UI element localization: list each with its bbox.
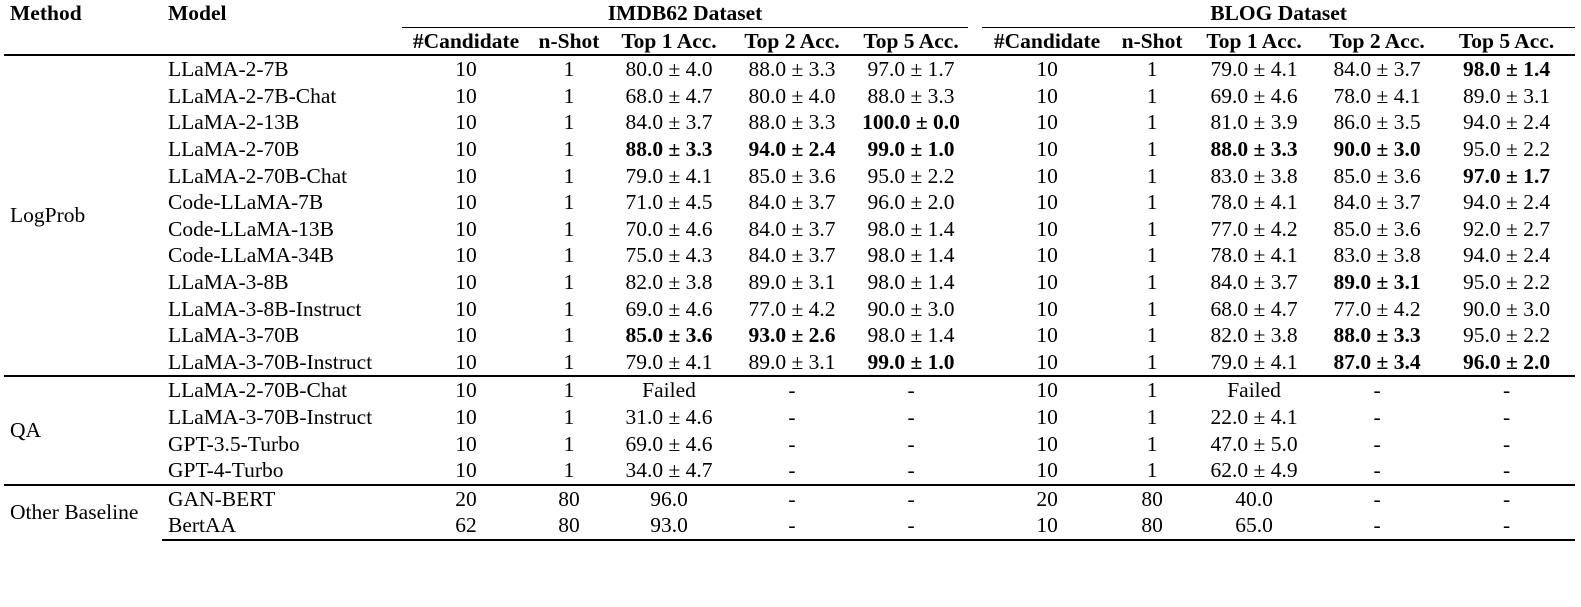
blog-candidate-cell: 10 [1036,216,1058,241]
imdb-top5-cell: 99.0 ± 1.0 [867,349,955,374]
blog-candidate-cell: 10 [982,512,1112,540]
table-row [4,55,1575,83]
imdb-top1-cell: 80.0 ± 4.0 [608,55,730,83]
imdb-top5-cell: 90.0 ± 3.0 [867,296,955,321]
imdb-top1-cell: 69.0 ± 4.6 [625,296,713,321]
imdb-nshot-cell: 1 [563,323,575,348]
imdb-top2-cell: 88.0 ± 3.3 [748,110,836,135]
blog-top2-cell: - [1316,376,1438,404]
imdb-nshot-cell: 1 [563,431,575,456]
blog-top2-cell: - [1316,485,1438,513]
imdb-candidate-cell: 10 [455,216,477,241]
blog-nshot-cell: 1 [1146,243,1158,268]
imdb-nshot-cell: 1 [563,190,575,215]
imdb-top2-cell: 85.0 ± 3.6 [748,163,836,188]
blog-top1-cell: 78.0 ± 4.1 [1210,190,1298,215]
blog-top2-cell: 78.0 ± 4.1 [1333,83,1421,108]
model-cell: GPT-4-Turbo [168,458,284,483]
blog-top5-cell: 94.0 ± 2.4 [1463,243,1551,268]
blog-top2-cell: 86.0 ± 3.5 [1333,110,1421,135]
model-cell: LLaMA-3-70B-Instruct [168,349,373,374]
imdb-nshot-cell: 1 [563,349,575,374]
table-row [4,136,1575,163]
blog-top5-cell: - [1438,512,1575,540]
imdb-top5-cell: - [907,431,915,456]
header-method: Method [10,1,82,25]
blog-nshot-cell: 1 [1146,110,1158,135]
blog-nshot-cell: 1 [1146,216,1158,241]
table-row [4,242,1575,269]
header-imdb-candidate: #Candidate [412,28,520,53]
blog-nshot-cell: 80 [1112,485,1192,513]
imdb-top1-cell: 31.0 ± 4.6 [625,404,713,429]
blog-candidate-cell: 10 [1036,110,1058,135]
blog-candidate-cell: 10 [1036,323,1058,348]
blog-top1-cell: 68.0 ± 4.7 [1210,296,1298,321]
method-cell: LogProb [4,55,162,376]
blog-candidate-cell: 10 [1036,349,1058,374]
imdb-top5-cell: 100.0 ± 0.0 [862,110,960,135]
blog-top2-cell: 89.0 ± 3.1 [1333,269,1421,294]
blog-top1-cell: 88.0 ± 3.3 [1210,136,1298,161]
model-cell: Code-LLaMA-13B [168,216,334,241]
blog-top1-cell: 78.0 ± 4.1 [1210,243,1298,268]
blog-nshot-cell: 1 [1146,190,1158,215]
table-row [4,376,1575,404]
imdb-candidate-cell: 10 [455,243,477,268]
imdb-nshot-cell: 1 [563,296,575,321]
model-cell: LLaMA-3-8B-Instruct [168,296,362,321]
imdb-top2-cell: - [788,458,796,483]
blog-top1-cell: 83.0 ± 3.8 [1210,163,1298,188]
blog-top2-cell: 83.0 ± 3.8 [1333,243,1421,268]
model-cell: LLaMA-3-8B [168,269,289,294]
model-cell: Code-LLaMA-34B [168,243,334,268]
header-model: Model [168,1,227,25]
blog-top2-cell: - [1373,458,1381,483]
blog-nshot-cell: 1 [1146,163,1158,188]
imdb-candidate-cell: 10 [455,136,477,161]
blog-nshot-cell: 1 [1146,349,1158,374]
imdb-nshot-cell: 1 [563,458,575,483]
blog-candidate-cell: 10 [1036,243,1058,268]
imdb-top5-cell: 98.0 ± 1.4 [867,269,955,294]
imdb-top1-cell: 88.0 ± 3.3 [625,136,713,161]
header-imdb-nshot: n-Shot [538,28,600,53]
method-cell: QA [4,376,162,484]
imdb-top5-cell: 97.0 ± 1.7 [854,55,968,83]
imdb-top1-cell: 69.0 ± 4.6 [625,431,713,456]
blog-nshot-cell: 1 [1146,458,1158,483]
imdb-candidate-cell: 10 [402,376,530,404]
imdb-top1-cell: 84.0 ± 3.7 [625,110,713,135]
imdb-nshot-cell: 1 [563,404,575,429]
model-cell: Code-LLaMA-7B [168,190,324,215]
imdb-top5-cell: - [907,458,915,483]
imdb-top2-cell: 93.0 ± 2.6 [748,323,836,348]
imdb-top2-cell: - [730,512,854,540]
blog-top2-cell: 90.0 ± 3.0 [1333,136,1421,161]
model-cell: GAN-BERT [162,485,402,513]
imdb-candidate-cell: 62 [402,512,530,540]
imdb-top1-cell: 34.0 ± 4.7 [625,458,713,483]
blog-top2-cell: 88.0 ± 3.3 [1333,323,1421,348]
imdb-top5-cell: 98.0 ± 1.4 [867,216,955,241]
imdb-nshot-cell: 80 [530,512,608,540]
table-row [4,163,1575,190]
blog-top5-cell: - [1438,376,1575,404]
imdb-top5-cell: 95.0 ± 2.2 [867,163,955,188]
header-blog-top5: Top 5 Acc. [1458,28,1555,53]
imdb-candidate-cell: 10 [455,83,477,108]
blog-candidate-cell: 10 [982,376,1112,404]
blog-top5-cell: 96.0 ± 2.0 [1463,349,1551,374]
blog-nshot-cell: 1 [1146,431,1158,456]
blog-top5-cell: 94.0 ± 2.4 [1463,190,1551,215]
blog-top1-cell: 77.0 ± 4.2 [1210,216,1298,241]
blog-nshot-cell: 80 [1112,512,1192,540]
header-imdb-top1: Top 1 Acc. [621,28,717,53]
model-cell: LLaMA-3-70B [168,323,300,348]
blog-top5-cell: 92.0 ± 2.7 [1463,216,1551,241]
imdb-top1-cell: 68.0 ± 4.7 [625,83,713,108]
blog-candidate-cell: 10 [1036,296,1058,321]
blog-top1-cell: 79.0 ± 4.1 [1192,55,1316,83]
imdb-top5-cell: - [854,512,968,540]
model-cell: BertAA [162,512,402,540]
blog-candidate-cell: 10 [1036,404,1058,429]
table-row [4,269,1575,296]
blog-candidate-cell: 10 [982,55,1112,83]
model-cell: LLaMA-2-70B-Chat [168,163,348,188]
model-cell: LLaMA-2-70B-Chat [162,376,402,404]
blog-top2-cell: - [1316,512,1438,540]
blog-top5-cell: 97.0 ± 1.7 [1463,163,1551,188]
blog-top5-cell: 95.0 ± 2.2 [1463,323,1551,348]
blog-nshot-cell: 1 [1112,55,1192,83]
blog-top2-cell: 87.0 ± 3.4 [1333,349,1421,374]
blog-top5-cell: 95.0 ± 2.2 [1463,269,1551,294]
table-row [4,83,1575,110]
imdb-top1-cell: 71.0 ± 4.5 [625,190,713,215]
blog-top5-cell: - [1503,404,1511,429]
blog-top2-cell: 84.0 ± 3.7 [1316,55,1438,83]
blog-top2-cell: 85.0 ± 3.6 [1333,216,1421,241]
model-cell: LLaMA-2-7B-Chat [168,83,337,108]
imdb-nshot-cell: 1 [563,163,575,188]
table-row [4,404,1575,431]
blog-nshot-cell: 1 [1146,83,1158,108]
imdb-top2-cell: 94.0 ± 2.4 [748,136,836,161]
imdb-top2-cell: 89.0 ± 3.1 [748,269,836,294]
imdb-top2-cell: - [788,431,796,456]
blog-top5-cell: 89.0 ± 3.1 [1463,83,1551,108]
blog-top2-cell: - [1373,431,1381,456]
method-cell: Other Baseline [4,485,162,540]
imdb-nshot-cell: 1 [563,110,575,135]
imdb-top1-cell: 93.0 [608,512,730,540]
blog-top1-cell: 69.0 ± 4.6 [1210,83,1298,108]
header-imdb-top2: Top 2 Acc. [744,28,840,53]
blog-top5-cell: - [1438,485,1575,513]
blog-top5-cell: - [1503,431,1511,456]
imdb-top2-cell: 84.0 ± 3.7 [748,216,836,241]
imdb-candidate-cell: 10 [455,269,477,294]
table-row [4,109,1575,136]
imdb-top2-cell: - [788,404,796,429]
imdb-candidate-cell: 10 [455,431,477,456]
imdb-nshot-cell: 1 [530,55,608,83]
table-row [4,431,1575,458]
header-blog-top2: Top 2 Acc. [1329,28,1425,53]
model-cell: LLaMA-2-13B [168,110,300,135]
blog-top5-cell: 94.0 ± 2.4 [1463,110,1551,135]
imdb-top2-cell: - [730,376,854,404]
table-row [4,296,1575,323]
imdb-top5-cell: - [854,376,968,404]
imdb-candidate-cell: 10 [455,349,477,374]
imdb-nshot-cell: 1 [563,269,575,294]
table-row [4,485,1575,513]
blog-top1-cell: 40.0 [1192,485,1316,513]
imdb-top1-cell: 75.0 ± 4.3 [625,243,713,268]
blog-candidate-cell: 10 [1036,136,1058,161]
imdb-top2-cell: 88.0 ± 3.3 [730,55,854,83]
blog-top1-cell: 84.0 ± 3.7 [1210,269,1298,294]
imdb-nshot-cell: 1 [530,376,608,404]
blog-candidate-cell: 10 [1036,458,1058,483]
imdb-candidate-cell: 10 [455,323,477,348]
imdb-top2-cell: 77.0 ± 4.2 [748,296,836,321]
table-row [4,512,1575,540]
imdb-candidate-cell: 10 [455,110,477,135]
imdb-top2-cell: 84.0 ± 3.7 [748,243,836,268]
imdb-nshot-cell: 1 [563,136,575,161]
header-blog-nshot: n-Shot [1121,28,1183,53]
model-cell: GPT-3.5-Turbo [168,431,300,456]
blog-top1-cell: 79.0 ± 4.1 [1210,349,1298,374]
table-row [4,349,1575,377]
results-table [4,0,1575,541]
imdb-top5-cell: 98.0 ± 1.4 [867,323,955,348]
blog-top1-cell: 82.0 ± 3.8 [1210,323,1298,348]
blog-candidate-cell: 10 [1036,431,1058,456]
blog-top5-cell: - [1503,458,1511,483]
imdb-top2-cell: - [730,485,854,513]
blog-top5-cell: 95.0 ± 2.2 [1463,136,1551,161]
blog-top5-cell: 90.0 ± 3.0 [1463,296,1551,321]
blog-top2-cell: 77.0 ± 4.2 [1333,296,1421,321]
blog-top2-cell: - [1373,404,1381,429]
header-blog-dataset: BLOG Dataset [982,0,1575,27]
header-imdb-top5: Top 5 Acc. [863,28,959,53]
imdb-candidate-cell: 20 [402,485,530,513]
imdb-top5-cell: - [854,485,968,513]
imdb-nshot-cell: 1 [563,83,575,108]
blog-candidate-cell: 10 [1036,269,1058,294]
blog-nshot-cell: 1 [1112,376,1192,404]
blog-top1-cell: 81.0 ± 3.9 [1210,110,1298,135]
blog-nshot-cell: 1 [1146,269,1158,294]
header-blog-top1: Top 1 Acc. [1206,28,1302,53]
blog-nshot-cell: 1 [1146,296,1158,321]
blog-top1-cell: Failed [1192,376,1316,404]
imdb-candidate-cell: 10 [455,163,477,188]
imdb-top1-cell: 79.0 ± 4.1 [625,349,713,374]
imdb-top1-cell: Failed [608,376,730,404]
imdb-candidate-cell: 10 [455,190,477,215]
blog-top1-cell: 47.0 ± 5.0 [1210,431,1298,456]
imdb-top2-cell: 89.0 ± 3.1 [748,349,836,374]
blog-candidate-cell: 10 [1036,163,1058,188]
table-row [4,216,1575,243]
blog-nshot-cell: 1 [1146,404,1158,429]
blog-top2-cell: 84.0 ± 3.7 [1333,190,1421,215]
imdb-top1-cell: 96.0 [608,485,730,513]
imdb-top2-cell: 80.0 ± 4.0 [748,83,836,108]
imdb-top1-cell: 79.0 ± 4.1 [625,163,713,188]
table-body [4,55,1575,540]
blog-top1-cell: 62.0 ± 4.9 [1210,458,1298,483]
table-row [4,322,1575,349]
header-blog-candidate: #Candidate [993,28,1101,53]
model-cell: LLaMA-3-70B-Instruct [168,404,373,429]
imdb-top1-cell: 82.0 ± 3.8 [625,269,713,294]
model-cell: LLaMA-2-7B [162,55,402,83]
imdb-nshot-cell: 80 [530,485,608,513]
imdb-candidate-cell: 10 [455,296,477,321]
blog-candidate-cell: 10 [1036,83,1058,108]
imdb-top1-cell: 70.0 ± 4.6 [625,216,713,241]
imdb-candidate-cell: 10 [402,55,530,83]
imdb-top5-cell: 99.0 ± 1.0 [867,136,955,161]
imdb-top5-cell: 98.0 ± 1.4 [867,243,955,268]
blog-nshot-cell: 1 [1146,136,1158,161]
imdb-top5-cell: - [907,404,915,429]
blog-nshot-cell: 1 [1146,323,1158,348]
imdb-top2-cell: 84.0 ± 3.7 [748,190,836,215]
imdb-candidate-cell: 10 [455,458,477,483]
blog-top2-cell: 85.0 ± 3.6 [1333,163,1421,188]
blog-top1-cell: 22.0 ± 4.1 [1210,404,1298,429]
imdb-top5-cell: 96.0 ± 2.0 [867,190,955,215]
imdb-candidate-cell: 10 [455,404,477,429]
imdb-top1-cell: 85.0 ± 3.6 [625,323,713,348]
table-row [4,457,1575,485]
table-row [4,189,1575,216]
blog-top5-cell: 98.0 ± 1.4 [1438,55,1575,83]
blog-top1-cell: 65.0 [1192,512,1316,540]
blog-candidate-cell: 10 [1036,190,1058,215]
imdb-top5-cell: 88.0 ± 3.3 [867,83,955,108]
imdb-nshot-cell: 1 [563,243,575,268]
header-imdb62-dataset: IMDB62 Dataset [402,0,968,27]
blog-candidate-cell: 20 [982,485,1112,513]
model-cell: LLaMA-2-70B [168,136,300,161]
imdb-nshot-cell: 1 [563,216,575,241]
